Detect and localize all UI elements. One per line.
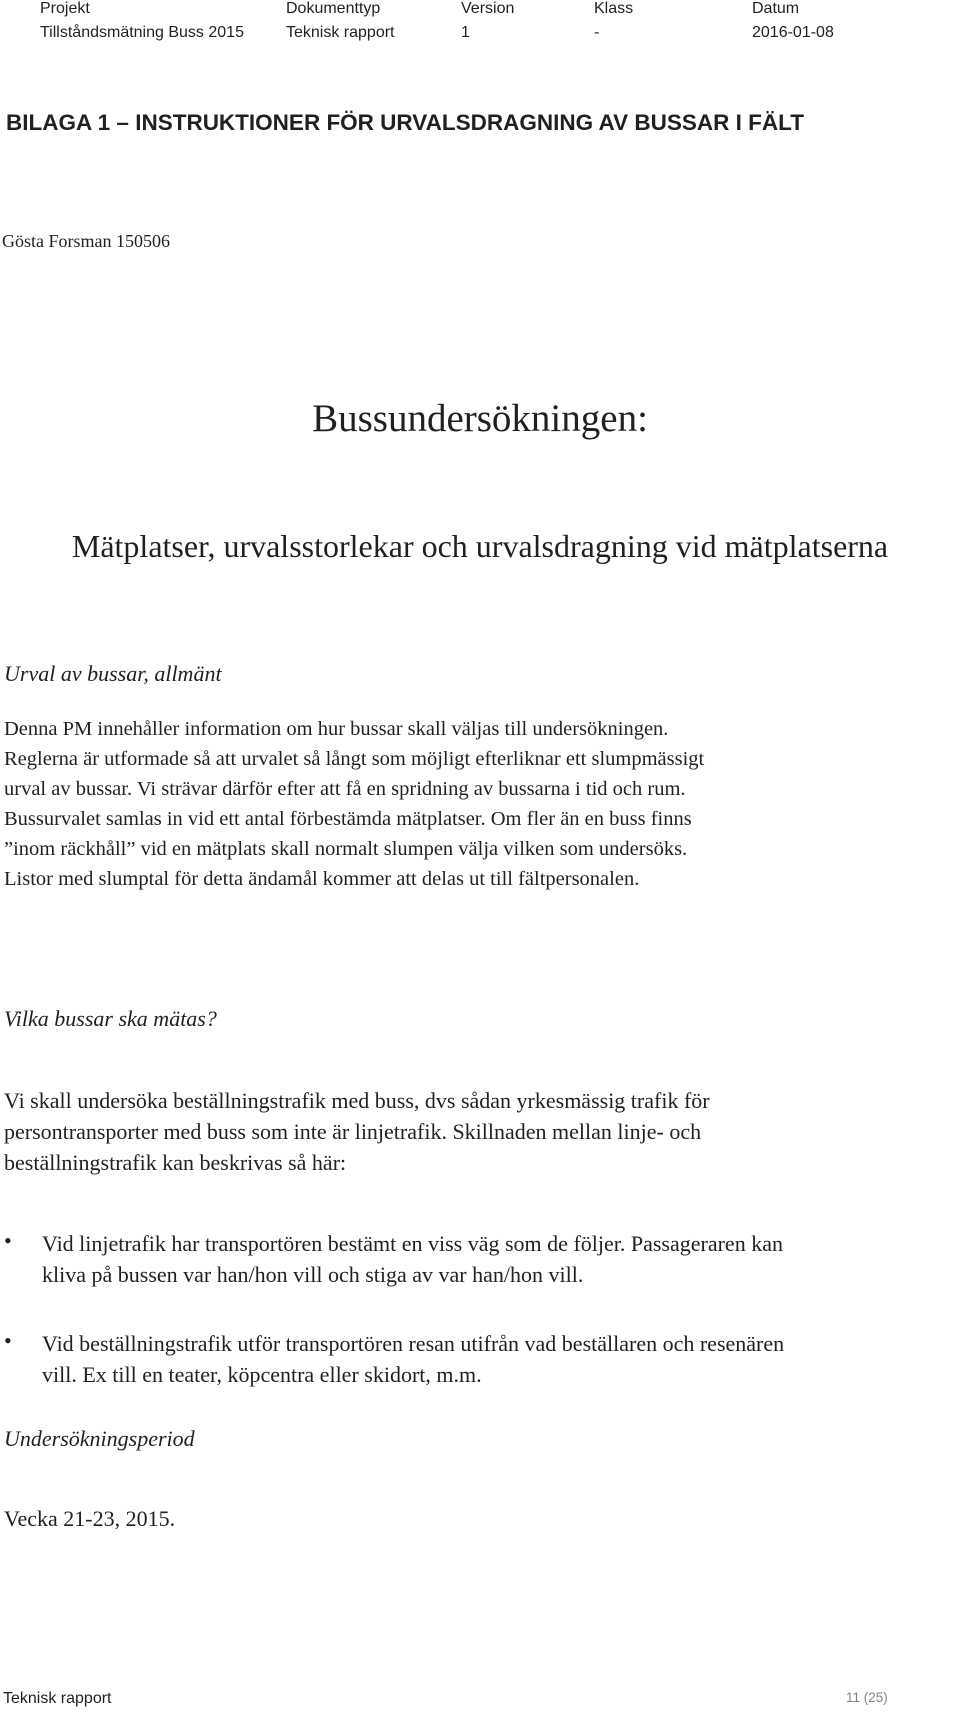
main-title: Bussundersökningen:: [312, 397, 648, 440]
paragraph-line: Reglerna är utformade så att urvalet så långt som möjligt efterliknar ett slumpmässigt: [4, 748, 705, 770]
header-value-doctype: Teknisk rapport: [286, 24, 395, 41]
sub-title: Mätplatser, urvalsstorlekar och urvalsdragning vid mätplatserna: [71, 528, 889, 564]
section-heading-urval: Urval av bussar, allmänt: [4, 661, 222, 686]
bullet-item-bestallningstrafik: [42, 1328, 942, 1390]
paragraph-urval: [4, 714, 934, 894]
paragraph-line: beställningstrafik kan beskrivas så här:: [4, 1150, 347, 1175]
bullet-line: vill. Ex till en teater, köpcentra eller skidort, m.m.: [42, 1362, 482, 1387]
header-label-project: Projekt: [40, 0, 90, 17]
bullet-line: Vid linjetrafik har transportören bestämt en viss väg som de följer. Passageraren kan: [42, 1231, 783, 1256]
header-label-doctype: Dokumenttyp: [286, 0, 381, 17]
paragraph-line: Bussurvalet samlas in vid ett antal förbestämda mätplatser. Om fler än en buss finns: [4, 808, 692, 830]
header-label-date: Datum: [752, 0, 800, 17]
period-value: Vecka 21-23, 2015.: [4, 1506, 176, 1531]
bullet-glyph: •: [4, 1228, 12, 1253]
header-value-version: 1: [461, 24, 470, 41]
paragraph-line: ”inom räckhåll” vid en mätplats skall normalt slumpen välja vilken som undersöks.: [4, 838, 688, 860]
header-label-class: Klass: [594, 0, 634, 17]
footer-doc-type: Teknisk rapport: [3, 1690, 112, 1707]
bullet-line: kliva på bussen var han/hon vill och stiga av var han/hon vill.: [42, 1262, 584, 1287]
author-line: Gösta Forsman 150506: [2, 231, 170, 251]
paragraph-line: persontransporter med buss som inte är linjetrafik. Skillnaden mellan linje- och: [4, 1119, 702, 1144]
footer-page-number: 11 (25): [846, 1690, 888, 1705]
paragraph-line: Listor med slumptal för detta ändamål kommer att delas ut till fältpersonalen.: [4, 868, 640, 890]
appendix-title: BILAGA 1 – INSTRUKTIONER FÖR URVALSDRAGNING AV BUSSAR I FÄLT: [6, 110, 804, 135]
paragraph-line: Denna PM innehåller information om hur bussar skall väljas till undersökningen.: [4, 718, 669, 740]
paragraph-line: urval av bussar. Vi strävar därför efter att få en spridning av bussarna i tid och rum.: [4, 778, 686, 800]
paragraph-line: Vi skall undersöka beställningstrafik med buss, dvs sådan yrkesmässig trafik för: [4, 1088, 710, 1113]
header-value-date: 2016-01-08: [752, 24, 834, 41]
section-heading-period: Undersökningsperiod: [4, 1426, 195, 1451]
section-heading-vilka: Vilka bussar ska mätas?: [4, 1006, 217, 1031]
header-value-project: Tillståndsmätning Buss 2015: [40, 24, 244, 41]
bullet-glyph: •: [4, 1328, 12, 1353]
bullet-item-linjetrafik: [42, 1228, 942, 1290]
header-label-version: Version: [461, 0, 515, 17]
header-value-class: -: [594, 24, 600, 41]
paragraph-vilka: [4, 1085, 934, 1178]
bullet-line: Vid beställningstrafik utför transportören resan utifrån vad beställaren och resenären: [42, 1331, 785, 1356]
